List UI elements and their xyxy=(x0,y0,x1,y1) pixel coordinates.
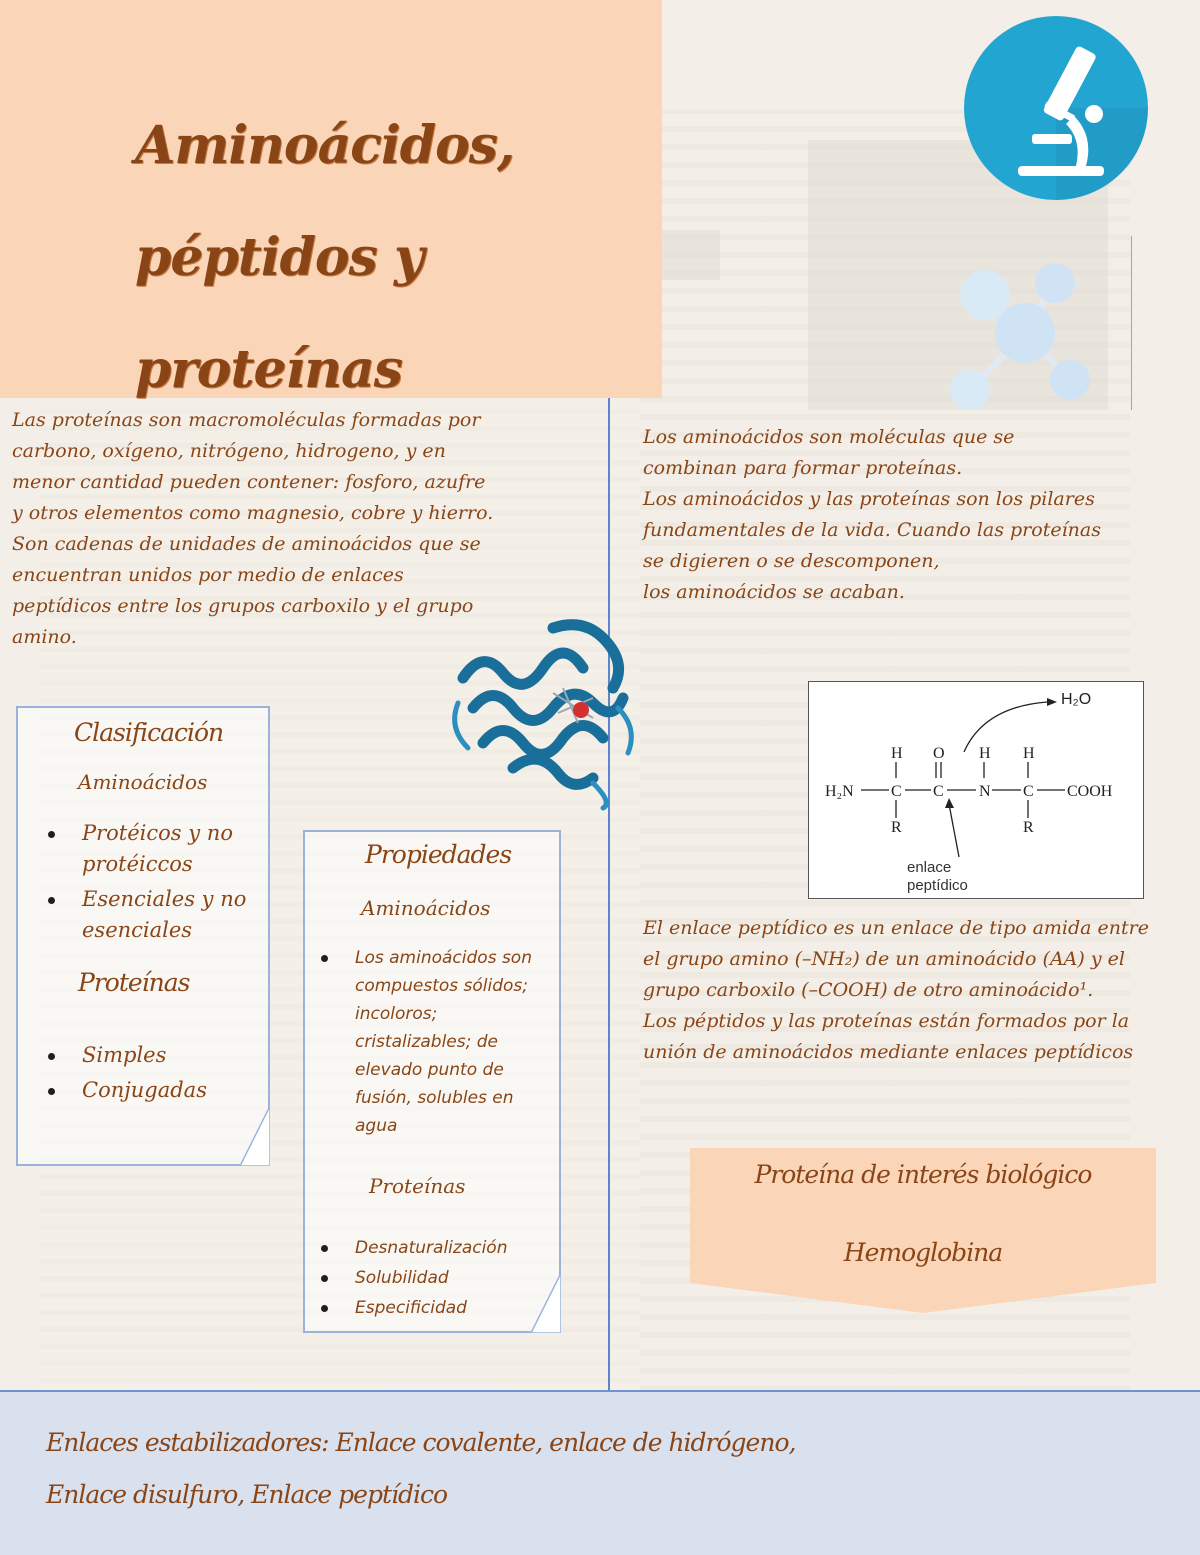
microscope-icon xyxy=(964,16,1148,200)
properties-aminoacids-list xyxy=(305,944,555,1140)
classification-box xyxy=(16,706,270,1166)
list-item: Especificidad xyxy=(305,1294,555,1322)
decorative-divider-right xyxy=(1131,236,1132,410)
intro-line: y otros elementos como magnesio, cobre y hierro. xyxy=(12,502,494,524)
footer-banner xyxy=(0,1390,1200,1555)
page-curl-icon xyxy=(531,1273,561,1333)
intro-line: Son cadenas de unidades de aminoácidos que se xyxy=(12,533,481,555)
hemoglobin-banner-title: Proteína de interés biológico xyxy=(754,1160,1092,1189)
footer-line-2: Enlace disulfuro, Enlace peptídico xyxy=(46,1480,448,1509)
background-block xyxy=(660,230,720,280)
atom-c: C xyxy=(891,783,902,800)
intro-line: Los aminoácidos son moléculas que se xyxy=(643,426,1015,448)
atom-r: R xyxy=(891,819,902,836)
atom-r: R xyxy=(1023,819,1034,836)
intro-line: Las proteínas son macromoléculas formadas por xyxy=(12,409,481,431)
intro-aminoacids-text xyxy=(643,422,1163,608)
list-item: Protéicos y no protéiccos xyxy=(32,818,252,880)
atom-h: H xyxy=(1023,745,1035,762)
protein-structure-image xyxy=(443,608,643,813)
properties-proteins-list xyxy=(305,1234,555,1322)
classification-aminoacids-label: Aminoácidos xyxy=(78,770,208,794)
properties-aminoacids-label: Aminoácidos xyxy=(361,896,491,920)
footer-line-1: Enlaces estabilizadores: Enlace covalente, enlace de hidrógeno, xyxy=(46,1428,796,1457)
title-line-2: péptidos y proteínas xyxy=(135,227,424,400)
molecule-icon xyxy=(945,255,1095,413)
list-item: Simples xyxy=(32,1040,252,1071)
list-item: Los aminoácidos son compuestos sólidos; incoloros; cristalizables; de elevado punto de fusión, solubles en agua xyxy=(305,944,545,1140)
water-label: H₂O xyxy=(1061,691,1092,708)
peptide-bond-label-line-1: enlace xyxy=(907,859,952,876)
intro-line: amino. xyxy=(12,626,77,648)
peptide-line: grupo carboxilo (–COOH) de otro aminoácido¹. xyxy=(643,979,1094,1001)
intro-line: fundamentales de la vida. Cuando las proteínas xyxy=(643,519,1101,541)
properties-box xyxy=(303,830,561,1333)
classification-heading: Clasificación xyxy=(74,718,224,747)
peptide-bond-label-line-2: peptídico xyxy=(907,877,968,894)
intro-line: combinan para formar proteínas. xyxy=(643,457,963,479)
intro-line: encuentran unidos por medio de enlaces xyxy=(12,564,404,586)
intro-line: Los aminoácidos y las proteínas son los pilares xyxy=(643,488,1095,510)
intro-line: carbono, oxígeno, nitrógeno, hidrogeno, y en xyxy=(12,440,446,462)
page-curl-icon xyxy=(240,1106,270,1166)
intro-line: los aminoácidos se acaban. xyxy=(643,581,905,603)
list-item: Esenciales y no esenciales xyxy=(32,884,252,946)
column-divider xyxy=(608,398,610,1391)
properties-proteins-label: Proteínas xyxy=(369,1174,466,1198)
classification-proteins-label: Proteínas xyxy=(78,968,190,997)
atom-h: H xyxy=(979,745,991,762)
atom-o: O xyxy=(933,745,945,762)
list-item: Solubilidad xyxy=(305,1264,555,1292)
peptide-line: el grupo amino (–NH₂) de un aminoácido (AA) y el xyxy=(643,948,1125,970)
list-item: Desnaturalización xyxy=(305,1234,555,1262)
peptide-bond-text xyxy=(643,913,1193,1068)
peptide-line: unión de aminoácidos mediante enlaces peptídicos xyxy=(643,1041,1134,1063)
carboxyl-group: COOH xyxy=(1067,783,1113,800)
atom-n: N xyxy=(979,783,991,800)
atom-c: C xyxy=(1023,783,1034,800)
classification-aminoacids-list xyxy=(32,818,252,950)
peptide-line: Los péptidos y las proteínas están formados por la xyxy=(643,1010,1130,1032)
atom-h: H xyxy=(891,745,903,762)
classification-proteins-list xyxy=(32,1040,252,1110)
intro-line: se digieren o se descomponen, xyxy=(643,550,940,572)
atom-c: C xyxy=(933,783,944,800)
intro-line: menor cantidad pueden contener: fosforo, azufre xyxy=(12,471,486,493)
amine-group: H₂N xyxy=(825,783,854,800)
peptide-bond-structure xyxy=(809,682,1142,897)
intro-line: peptídicos entre los grupos carboxilo y el grupo xyxy=(12,595,474,617)
title-banner xyxy=(0,0,662,398)
peptide-bond-diagram xyxy=(808,681,1144,899)
peptide-line: El enlace peptídico es un enlace de tipo amida entre xyxy=(643,917,1149,939)
list-item: Conjugadas xyxy=(32,1075,252,1106)
page-title xyxy=(135,90,662,426)
title-line-1: Aminoácidos, xyxy=(135,115,515,176)
properties-heading: Propiedades xyxy=(365,840,512,869)
hemoglobin-name: Hemoglobina xyxy=(843,1238,1003,1267)
